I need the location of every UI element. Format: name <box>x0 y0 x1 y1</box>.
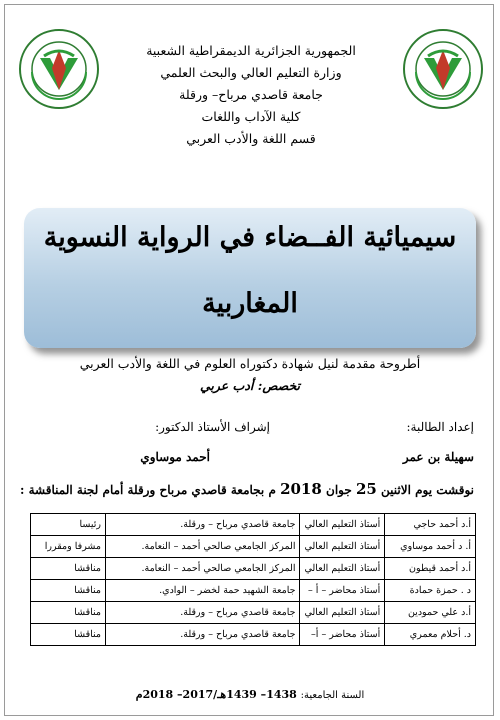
student-name: سهيلة بن عمر <box>402 450 474 464</box>
discussion-prefix: نوقشت يوم الاثنين <box>381 483 474 497</box>
academic-year-label: السنة الجامعية: <box>300 690 365 701</box>
table-row <box>31 624 476 646</box>
member-role: مناقشا <box>31 558 106 580</box>
member-institution: جامعة قاصدي مرباح – ورقلة. <box>106 602 300 624</box>
member-name: د . حمزة حمادة <box>385 580 476 602</box>
table-row <box>31 580 476 602</box>
member-rank: أستاذ محاضر – أ– <box>300 624 385 646</box>
header-university: جامعة قاصدي مرباح– ورقلة <box>179 87 323 102</box>
member-role: مشرفا ومقررا <box>31 536 106 558</box>
member-rank: أستاذ التعليم العالي <box>300 536 385 558</box>
discussion-year: 2018 <box>280 480 322 498</box>
member-institution: جامعة الشهيد حمة لخضر – الوادي. <box>106 580 300 602</box>
member-institution: جامعة قاصدي مرباح – ورقلة. <box>106 514 300 536</box>
member-name: أ.د أحمد حاجي <box>385 514 476 536</box>
supervision-label: إشراف الأستاذ الدكتور: <box>155 420 270 434</box>
thesis-specialty: تخصص: أدب عربي <box>199 378 301 393</box>
table-row <box>31 536 476 558</box>
header-faculty: كلية الآداب واللغات <box>201 109 301 124</box>
discussion-statement <box>20 480 474 498</box>
member-rank: أستاذ التعليم العالي <box>300 514 385 536</box>
header-ministry: وزارة التعليم العالي والبحث العلمي <box>160 65 342 80</box>
member-name: د. أحلام معمري <box>385 624 476 646</box>
member-role: مناقشا <box>31 580 106 602</box>
table-row <box>31 602 476 624</box>
discussion-suffix: م بجامعة قاصدي مرباح ورقلة أمام لجنة المناقشة : <box>20 483 276 497</box>
table-row <box>31 558 476 580</box>
thesis-title-line2: المغاربية <box>202 288 298 319</box>
academic-year <box>0 688 500 701</box>
prepared-by-label: إعداد الطالبة: <box>406 420 474 434</box>
member-institution: المركز الجامعي صالحي أحمد – النعامة. <box>106 536 300 558</box>
member-rank: أستاذ محاضر – أ – <box>300 580 385 602</box>
thesis-title-box <box>24 208 476 348</box>
member-institution: المركز الجامعي صالحي أحمد – النعامة. <box>106 558 300 580</box>
academic-year-value: 1438– 1439هـ/2017– 2018م <box>135 688 297 701</box>
table-row <box>31 514 476 536</box>
member-name: أ. د أحمد موساوي <box>385 536 476 558</box>
member-name: أ.د أحمد قيطون <box>385 558 476 580</box>
member-name: أ.د علي حمودين <box>385 602 476 624</box>
member-role: مناقشا <box>31 624 106 646</box>
committee-table <box>30 513 476 646</box>
supervisor-name: أحمد موساوي <box>140 450 210 464</box>
header-department: قسم اللغة والأدب العربي <box>186 131 316 146</box>
university-logo-right <box>402 28 484 110</box>
thesis-subtitle: أطروحة مقدمة لنيل شهادة دكتوراه العلوم في اللغة والأدب العربي <box>79 356 421 371</box>
discussion-day: 25 <box>355 480 377 498</box>
university-logo-left <box>18 28 100 110</box>
member-role: رئيسا <box>31 514 106 536</box>
header-republic: الجمهورية الجزائرية الديمقراطية الشعبية <box>146 43 356 58</box>
thesis-title-line1: سيميائية الفــضاء في الرواية النسوية <box>43 222 457 253</box>
member-role: مناقشا <box>31 602 106 624</box>
discussion-month: جوان <box>326 483 352 497</box>
member-institution: جامعة قاصدي مرباح – ورقلة. <box>106 624 300 646</box>
member-rank: أستاذ التعليم العالي <box>300 602 385 624</box>
member-rank: أستاذ التعليم العالي <box>300 558 385 580</box>
institution-header <box>120 40 382 150</box>
